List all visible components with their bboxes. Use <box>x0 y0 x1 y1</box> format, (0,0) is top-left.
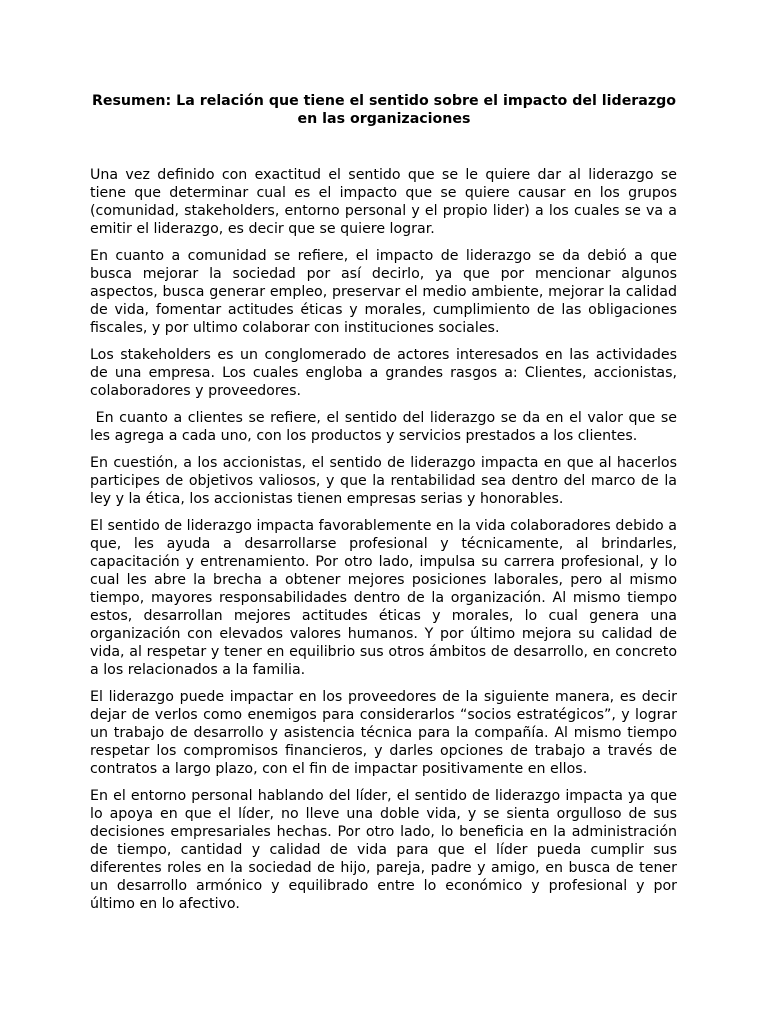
document-title: Resumen: La relación que tiene el sentido sobre el impacto del liderazgo en las organizaciones <box>91 93 677 127</box>
paragraph-entorno-personal: En el entorno personal hablando del líder, el sentido de liderazgo impacta ya que lo apoya en que el líder, no lleve una doble vida, y se sienta orgulloso de sus decisiones empresariales hechas. Por otro lado, lo beneficia en la administración de tiempo, cantidad y calidad de vida para que el líder pueda cumplir sus diferentes roles en la sociedad de hijo, pareja, padre y amigo, en busca de tener un desarrollo armónico y equilibrado entre lo económico y profesional y por último en lo afectivo. <box>90 788 677 912</box>
paragraph-colaboradores: El sentido de liderazgo impacta favorablemente en la vida colaboradores debido a que, les ayuda a desarrollarse profesional y técnicamente, al brindarles, capacitación y entrenamiento. Por otro lado, impulsa su carrera profesional, y lo cual les abre la brecha a obtener mejores posiciones laborales, pero al mismo tiempo, mayores responsabilidades dentro de la organización. Al mismo tiempo estos, desarrollan mejores actitudes éticas y morales, lo cual genera una organización con elevados valores humanos. Y por último mejora su calidad de vida, al respetar y tener en equilibrio sus otros ámbitos de desarrollo, en concreto a los relacionados a la familia. <box>90 518 677 678</box>
document-body <box>90 166 682 922</box>
paragraph-accionistas: En cuestión, a los accionistas, el sentido de liderazgo impacta en que al hacerlos participes de objetivos valiosos, y que la rentabilidad sea dentro del marco de la ley y la ética, los accionistas tienen empresas serias y honorables. <box>90 455 677 507</box>
paragraph-intro: Una vez definido con exactitud el sentido que se le quiere dar al liderazgo se tiene que determinar cual es el impacto que se quiere causar en los grupos (comunidad, stakeholders, entorno personal y el propio lider) a los cuales se va a emitir el liderazgo, es decir que se quiere lograr. <box>90 167 677 237</box>
paragraph-clientes: En cuanto a clientes se refiere, el sentido del liderazgo se da en el valor que se les agrega a cada uno, con los productos y servicios prestados a los clientes. <box>90 410 682 444</box>
paragraph-stakeholders: Los stakeholders es un conglomerado de actores interesados en las actividades de una empresa. Los cuales engloba a grandes rasgos a: Clientes, accionistas, colaboradores y proveedores. <box>90 347 677 399</box>
paragraph-proveedores: El liderazgo puede impactar en los proveedores de la siguiente manera, es decir dejar de verlos como enemigos para considerarlos “socios estratégicos”, y lograr un trabajo de desarrollo y asistencia técnica para la compañía. Al mismo tiempo respetar los compromisos financieros, y darles opciones de trabajo a través de contratos a largo plazo, con el fin de impactar positivamente en ellos. <box>90 689 677 777</box>
paragraph-comunidad: En cuanto a comunidad se refiere, el impacto de liderazgo se da debió a que busca mejorar la sociedad por así decirlo, ya que por mencionar algunos aspectos, busca generar empleo, preservar el medio ambiente, mejorar la calidad de vida, fomentar actitudes éticas y morales, cumplimiento de las obligaciones fiscales, y por ultimo colaborar con instituciones sociales. <box>90 248 677 336</box>
